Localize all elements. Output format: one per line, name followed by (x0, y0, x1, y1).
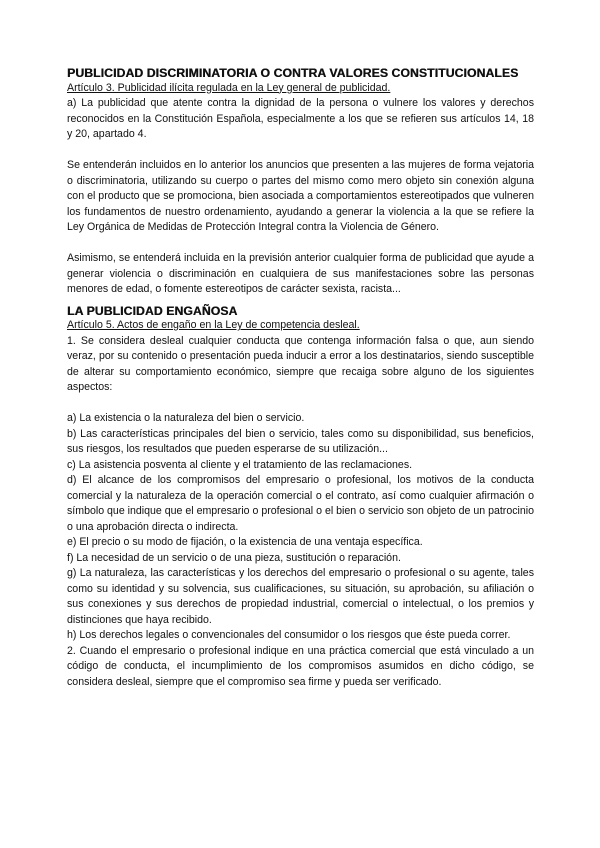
article-reference: Artículo 3. Publicidad ilícita regulada en la Ley general de publicidad. (67, 81, 391, 94)
list-item: a) La existencia o la naturaleza del bien o servicio. (67, 412, 305, 424)
section-heading: LA PUBLICIDAD ENGAÑOSA (67, 303, 238, 318)
list-item: g) La naturaleza, las características y los derechos del empresario o profesional o su agente, tales como su identidad y su solvencia, sus cualificaciones, su situación, su aprobación, su afiliación o sus conexiones y sus derechos de propiedad industrial, comercial o intelectual, o los premios y distinciones que haya recibido. (67, 567, 534, 626)
article-reference: Artículo 5. Actos de engaño en la Ley de competencia desleal. (67, 319, 360, 331)
paragraph-spacer (67, 143, 534, 159)
aspects-list (67, 411, 534, 644)
paragraph-spacer (67, 396, 534, 412)
section-heading: PUBLICIDAD DISCRIMINATORIA O CONTRA VALORES CONSTITUCIONALES (67, 66, 519, 80)
paragraph-spacer (67, 236, 534, 252)
list-item: c) La asistencia posventa al cliente y el tratamiento de las reclamaciones. (67, 458, 413, 471)
paragraph: 2. Cuando el empresario o profesional indique en una práctica comercial que está vinculado a un código de conducta, el incumplimiento de los compromisos asumidos en dicho código, se considera desleal, siempre que el compromiso sea firme y pueda ser verificado. (67, 644, 534, 688)
list-item: f) La necesidad de un servicio o de una pieza, sustitución o reparación. (67, 551, 401, 564)
list-item: e) El precio o su modo de fijación, o la existencia de una ventaja específica. (67, 536, 423, 548)
list-item: h) Los derechos legales o convencionales del consumidor o los riesgos que éste pueda correr. (67, 629, 511, 641)
paragraph: a) La publicidad que atente contra la dignidad de la persona o vulnere los valores y derechos reconocidos en la Constitución Española, especialmente a los que se refieren sus artículos 14, 18 y 20, apartado 4. (67, 97, 534, 140)
section-misleading-advertising (67, 304, 534, 691)
paragraph: Se entenderán incluidos en lo anterior los anuncios que presenten a las mujeres de forma vejatoria o discriminatoria, utilizando su cuerpo o partes del mismo como mero objeto sin conexión alguna con el producto que se promociona, bien asociada a comportamientos estereotipados que vulneren los fundamentos de nuestro ordenamiento, ayudando a generar la violencia a la que se refiere la Ley Orgánica de Medidas de Protección Integral contra la Violencia de Género. (67, 159, 534, 233)
list-item: b) Las características principales del bien o servicio, tales como su disponibilidad, sus beneficios, sus riesgos, los resultados que pueden esperarse de su utilización... (67, 427, 534, 455)
paragraph: 1. Se considera desleal cualquier conducta que contenga información falsa o que, aun siendo veraz, por su contenido o presentación pueda inducir a error a los destinatarios, siendo susceptible de alterar su comportamiento económico, siempre que recaiga sobre alguno de los siguientes aspectos: (67, 334, 534, 393)
paragraph: Asimismo, se entenderá incluida en la previsión anterior cualquier forma de publicidad que ayude a generar violencia o discriminación en cualquiera de sus manifestaciones sobre las personas menores de edad, o fomente estereotipos de carácter sexista, racista... (67, 252, 534, 295)
section-discriminatory-advertising (67, 66, 534, 298)
list-item: d) El alcance de los compromisos del empresario o profesional, los motivos de la conducta comercial y la naturaleza de la operación comercial o el contrato, así como cualquier afirmación o símbolo que indique que el empresario o profesional o el bien o servicio son objeto de un patrocinio o una aprobación directa o indirecta. (67, 474, 535, 533)
